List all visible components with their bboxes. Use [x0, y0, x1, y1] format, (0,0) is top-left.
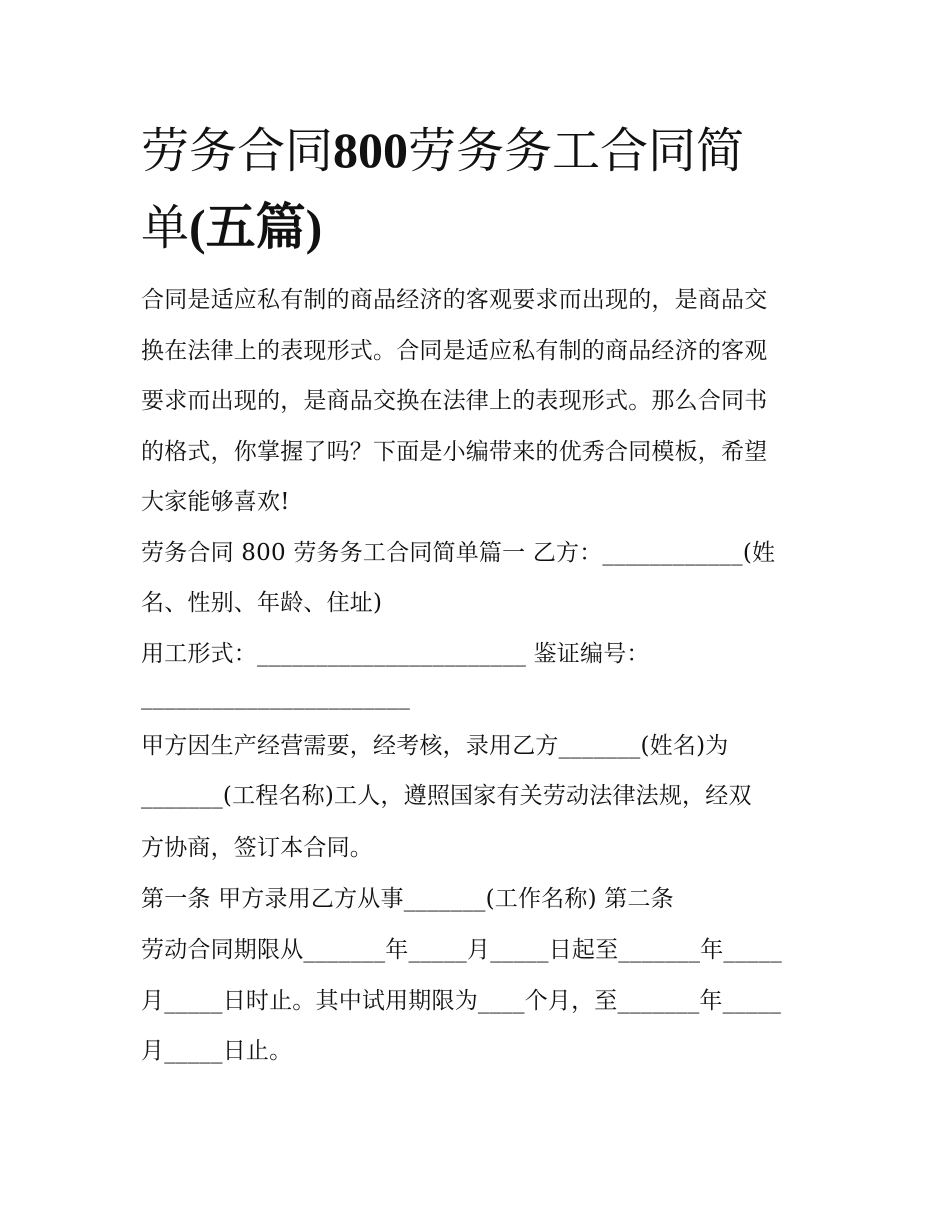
body-line: _______(工程名称)工人，遵照国家有关劳动法律法规，经双: [141, 783, 752, 809]
body-line: 的格式，你掌握了吗？下面是小编带来的优秀合同模板，希望: [141, 439, 768, 465]
title-zh-part-1: 劳务合同: [141, 123, 334, 179]
body-line: 月_____日时止。其中试用期限为____个月，至_______年_____: [141, 988, 782, 1014]
body-line: 第一条 甲方录用乙方从事_______(工作名称) 第二条: [141, 886, 674, 912]
body-line: 月_____日止。: [141, 1038, 293, 1064]
body-line: _______________________: [141, 684, 411, 710]
body-line: 换在法律上的表现形式。合同是适应私有制的商品经济的客观: [141, 338, 768, 364]
body-line: 劳务合同 800 劳务务工合同简单篇一 乙方：____________(姓: [141, 540, 776, 566]
document-title: [141, 112, 821, 266]
body-line: 甲方因生产经营需要，经考核，录用乙方_______(姓名)为: [141, 733, 729, 759]
body-line: 合同是适应私有制的商品经济的客观要求而出现的，是商品交: [141, 287, 768, 313]
body-line: 要求而出现的，是商品交换在法律上的表现形式。那么合同书: [141, 388, 768, 414]
body-line: 劳动合同期限从_______年_____月_____日起至_______年_____: [141, 937, 782, 963]
body-line: 大家能够喜欢!: [141, 489, 290, 515]
title-zh-part-2: 劳务务工合同简: [408, 123, 745, 179]
title-subtitle: (五篇): [189, 199, 323, 255]
title-number: 800: [333, 122, 409, 178]
body-line: 方协商，签订本合同。: [141, 835, 373, 861]
body-line: 用工形式：_______________________ 鉴证编号：: [141, 641, 650, 667]
title-zh-part-3: 单: [141, 200, 190, 256]
body-line: 名、性别、年龄、住址): [141, 590, 383, 616]
